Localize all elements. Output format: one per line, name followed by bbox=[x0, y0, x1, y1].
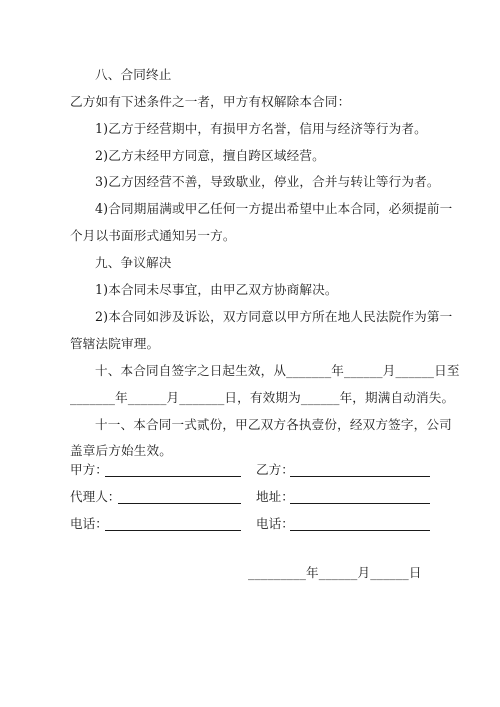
section10-line2: _______年______月_______日，有效期为______年，期满自动消失。 bbox=[70, 390, 455, 405]
dispute-item-2-line2: 管辖法院审理。 bbox=[70, 336, 160, 351]
section8-heading: 八、合同终止 bbox=[95, 67, 172, 82]
phone-right-label: 电话： bbox=[256, 516, 294, 531]
phone-left-label: 电话： bbox=[70, 516, 108, 531]
section11-line1: 十一、本合同一式贰份，甲乙双方各执壹份，经双方签字，公司 bbox=[95, 417, 452, 432]
party-b-label: 乙方： bbox=[256, 462, 294, 477]
termination-item-1: 1)乙方于经营期中，有损甲方名誉，信用与经济等行为者。 bbox=[95, 121, 427, 136]
party-b-signature-line bbox=[290, 476, 430, 477]
section11-line2: 盖章后方始生效。 bbox=[70, 443, 172, 458]
dispute-item-2-line1: 2)本合同如涉及诉讼，双方同意以甲方所在地人民法院作为第一 bbox=[95, 309, 453, 324]
agent-signature-line bbox=[118, 503, 241, 504]
termination-item-3: 3)乙方因经营不善，导致歇业，停业，合并与转让等行为者。 bbox=[95, 174, 440, 189]
section9-heading: 九、争议解决 bbox=[95, 255, 172, 270]
termination-item-2: 2)乙方未经甲方同意，擅自跨区域经营。 bbox=[95, 148, 325, 163]
party-a-signature-line bbox=[105, 476, 241, 477]
termination-item-4-line1: 4)合同期届满或甲乙任何一方提出希望中止本合同，必须提前一 bbox=[95, 201, 453, 216]
phone-right-line bbox=[290, 530, 430, 531]
phone-left-line bbox=[105, 530, 241, 531]
address-line bbox=[290, 503, 430, 504]
agent-label: 代理人： bbox=[70, 489, 121, 504]
section10-line1: 十、本合同自签字之日起生效，从_______年______月______日至 bbox=[95, 363, 460, 378]
termination-item-4-line2: 个月以书面形式通知另一方。 bbox=[70, 228, 236, 243]
dispute-item-1: 1)本合同未尽事宜，由甲乙双方协商解决。 bbox=[95, 282, 338, 297]
signing-date-line: _________年______月______日 bbox=[248, 565, 422, 580]
party-a-label: 甲方： bbox=[70, 462, 108, 477]
section8-intro: 乙方如有下述条件之一者，甲方有权解除本合同： bbox=[70, 94, 351, 109]
address-label: 地址： bbox=[256, 489, 294, 504]
